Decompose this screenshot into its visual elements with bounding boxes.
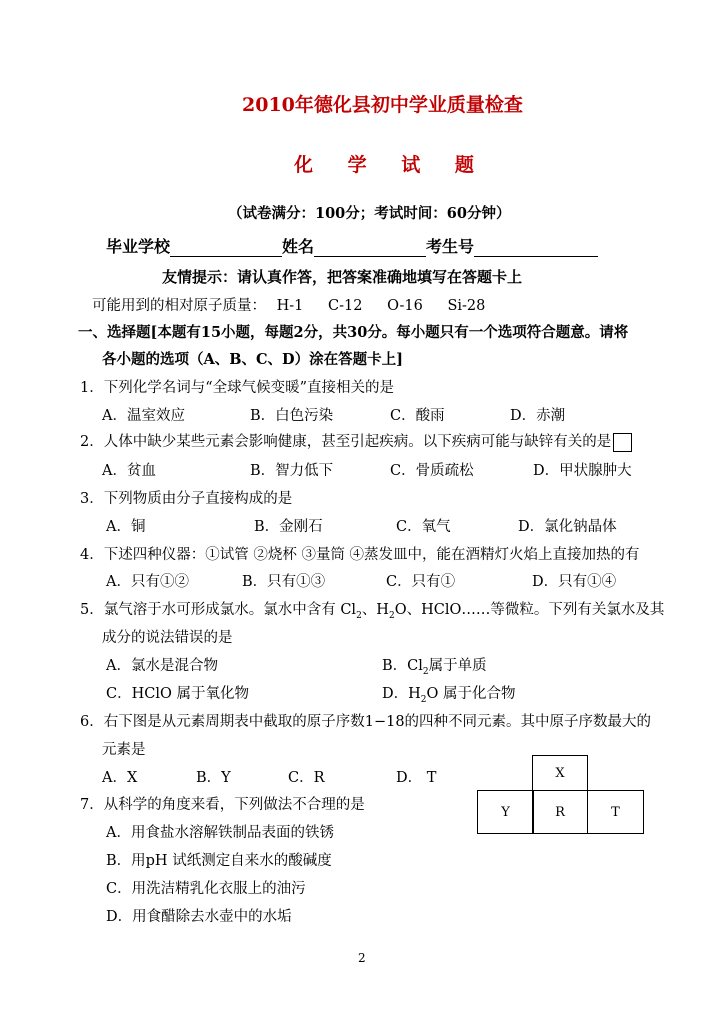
q5-option-b-rest: 属于单质 bbox=[428, 658, 487, 674]
q3-option-a[interactable]: A．铜 bbox=[106, 519, 146, 535]
q5-option-d[interactable] bbox=[382, 682, 516, 705]
q4-option-b[interactable]: B．只有①③ bbox=[242, 574, 326, 590]
q7-option-b[interactable]: B．用pH 试纸测定自来水的酸碱度 bbox=[106, 853, 332, 869]
question-4-stem: 4．下述四种仪器：①试管 ②烧杯 ③量筒 ④蒸发皿中，能在酒精灯火焰上直接加热的有 bbox=[80, 547, 640, 563]
q2-option-a[interactable]: A．贫血 bbox=[102, 463, 156, 479]
q5-option-d-rest: O 属于化合物 bbox=[426, 686, 516, 702]
atomic-mass-line bbox=[92, 294, 485, 315]
q2-option-b[interactable]: B．智力低下 bbox=[250, 463, 334, 479]
q6-option-a[interactable]: A．X bbox=[102, 770, 138, 786]
q5-option-b-sub: 2 bbox=[422, 666, 429, 677]
name-field[interactable] bbox=[314, 240, 426, 257]
q6-option-c[interactable]: C．R bbox=[288, 770, 325, 786]
q5-sub-h: 2 bbox=[388, 610, 395, 621]
q5-option-c[interactable]: C．HClO 属于氧化物 bbox=[106, 686, 249, 702]
q7-option-a[interactable]: A．用食盐水溶解铁制品表面的铁锈 bbox=[106, 825, 334, 841]
q5-text-a: 5．氯气溶于水可形成氯水。氯水中含有 Cl bbox=[80, 602, 357, 618]
exam-no-label: 考生号 bbox=[426, 237, 475, 256]
section1-heading-line2: 各小题的选项（A、B、C、D）涂在答题卡上] bbox=[102, 351, 403, 368]
exam-title: 2010年德化县初中学业质量检查 bbox=[242, 94, 523, 116]
q4-option-c[interactable]: C．只有① bbox=[386, 574, 456, 590]
student-fields bbox=[106, 234, 598, 257]
school-field[interactable] bbox=[170, 240, 282, 257]
q5-text-b: 、H bbox=[361, 602, 389, 618]
q3-option-d[interactable]: D．氯化钠晶体 bbox=[518, 519, 617, 535]
question-2-stem bbox=[80, 430, 632, 452]
section1-heading-line1: 一、选择题[本题有15小题，每题2分，共30分。每小题只有一个选项符合题意。请将 bbox=[78, 324, 629, 341]
q3-option-c[interactable]: C．氧气 bbox=[396, 519, 451, 535]
q5-text-c: O、HClO……等微粒。下列有关氯水及其 bbox=[394, 602, 665, 618]
page-number: 2 bbox=[358, 951, 366, 965]
question-1-stem: 1．下列化学名词与“全球气候变暖”直接相关的是 bbox=[80, 380, 395, 396]
q5-option-b[interactable] bbox=[382, 654, 487, 677]
q1-option-a[interactable]: A．温室效应 bbox=[102, 408, 185, 424]
answer-box[interactable] bbox=[613, 433, 632, 452]
q3-option-b[interactable]: B．金刚石 bbox=[254, 519, 323, 535]
q1-option-c[interactable]: C．酸雨 bbox=[390, 408, 445, 424]
atomic-mass-o: O-16 bbox=[387, 298, 423, 314]
q4-option-a[interactable]: A．只有①② bbox=[106, 574, 189, 590]
atomic-mass-h: H-1 bbox=[276, 298, 304, 314]
q1-option-d[interactable]: D．赤潮 bbox=[510, 408, 566, 424]
q7-option-c[interactable]: C．用洗洁精乳化衣服上的油污 bbox=[106, 881, 306, 897]
friendly-tip: 友情提示：请认真作答，把答案准确地填写在答题卡上 bbox=[162, 268, 523, 286]
exam-no-field[interactable] bbox=[474, 240, 598, 257]
q5-option-b-text: B．Cl bbox=[382, 658, 423, 674]
question-6-stem-line2: 元素是 bbox=[102, 742, 146, 758]
atomic-mass-label: 可能用到的相对原子质量： bbox=[92, 298, 266, 314]
exam-info: （试卷满分：100分；考试时间：60分钟） bbox=[228, 205, 511, 222]
question-3-stem: 3．下列物质由分子直接构成的是 bbox=[80, 491, 293, 507]
element-y: Y bbox=[477, 790, 534, 834]
question-5-stem-line2: 成分的说法错误的是 bbox=[102, 630, 233, 646]
q6-option-d[interactable]: D． T bbox=[396, 770, 437, 786]
atomic-mass-c: C-12 bbox=[328, 298, 363, 314]
q5-option-d-sub: 2 bbox=[420, 694, 427, 705]
q1-option-b[interactable]: B．白色污染 bbox=[250, 408, 334, 424]
question-2-text: 2．人体中缺少某些元素会影响健康，甚至引起疾病。以下疾病可能与缺锌有关的是 bbox=[80, 434, 612, 450]
q5-sub-cl: 2 bbox=[356, 610, 362, 621]
atomic-mass-si: Si-28 bbox=[447, 298, 486, 314]
q5-option-d-text: D．H bbox=[382, 686, 421, 702]
q2-option-c[interactable]: C．骨质疏松 bbox=[390, 463, 474, 479]
q6-option-b[interactable]: B．Y bbox=[196, 770, 231, 786]
question-7-stem: 7．从科学的角度来看，下列做法不合理的是 bbox=[80, 797, 365, 813]
question-5-stem bbox=[80, 598, 664, 621]
element-r: R bbox=[532, 790, 588, 834]
subject-title: 化 学 试 题 bbox=[294, 154, 488, 176]
q7-option-d[interactable]: D．用食醋除去水壶中的水垢 bbox=[106, 909, 292, 925]
q4-option-d[interactable]: D．只有①④ bbox=[532, 574, 617, 590]
question-6-stem: 6．右下图是从元素周期表中截取的原子序数1−18的四种不同元素。其中原子序数最大的 bbox=[80, 714, 652, 730]
school-label: 毕业学校 bbox=[106, 237, 171, 256]
name-label: 姓名 bbox=[282, 237, 315, 256]
element-t: T bbox=[587, 790, 644, 834]
q2-option-d[interactable]: D．甲状腺肿大 bbox=[533, 463, 632, 479]
element-x: X bbox=[532, 755, 588, 791]
q5-option-a[interactable]: A．氯水是混合物 bbox=[106, 658, 218, 674]
